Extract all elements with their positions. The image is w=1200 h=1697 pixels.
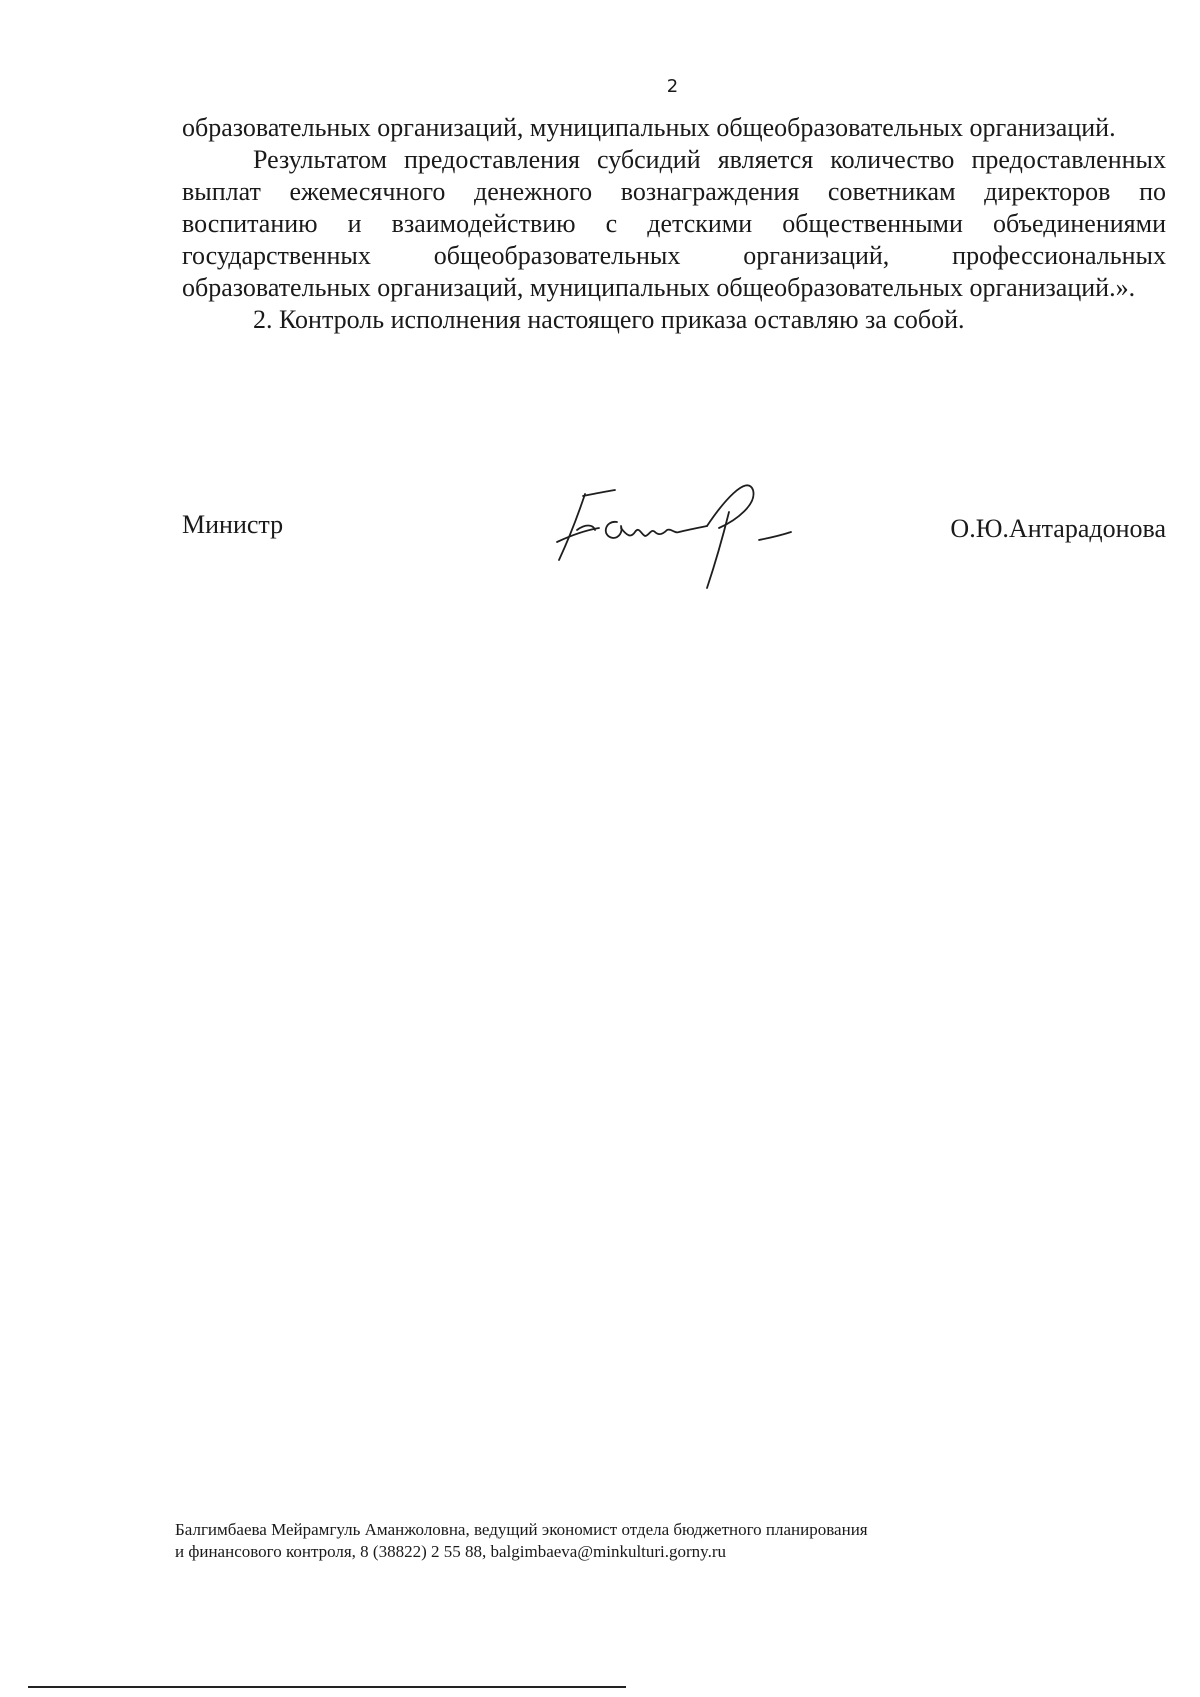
handwritten-signature <box>547 480 807 590</box>
executor-contact <box>175 1519 1075 1563</box>
signer-position: Министр <box>182 510 284 539</box>
footer-divider <box>28 1686 626 1688</box>
page-number: 2 <box>666 76 679 97</box>
paragraph-subsidy-result: Результатом предоставления субсидий является количество предоставленных выплат ежемесячного денежного вознаграждения советникам директоров по воспитанию и взаимодействию с детскими общественными объединениями государственных общеобразовательных организаций, профессиональных образовательных организаций, муниципальных общеобразовательных организаций.». <box>182 145 1166 302</box>
executor-line-1: Балгимбаева Мейрамгуль Аманжоловна, ведущий экономист отдела бюджетного планирования <box>175 1520 868 1539</box>
document-body <box>182 112 1166 336</box>
signer-name: О.Ю.Антарадонова <box>950 514 1166 543</box>
signature-block <box>182 480 1166 590</box>
paragraph-control-clause: 2. Контроль исполнения настоящего приказа оставляю за собой. <box>253 305 965 334</box>
executor-line-2: и финансового контроля, 8 (38822) 2 55 88, balgimbaeva@minkulturi.gorny.ru <box>175 1542 726 1561</box>
paragraph-continuation: образовательных организаций, муниципальных общеобразовательных организаций. <box>182 113 1116 142</box>
